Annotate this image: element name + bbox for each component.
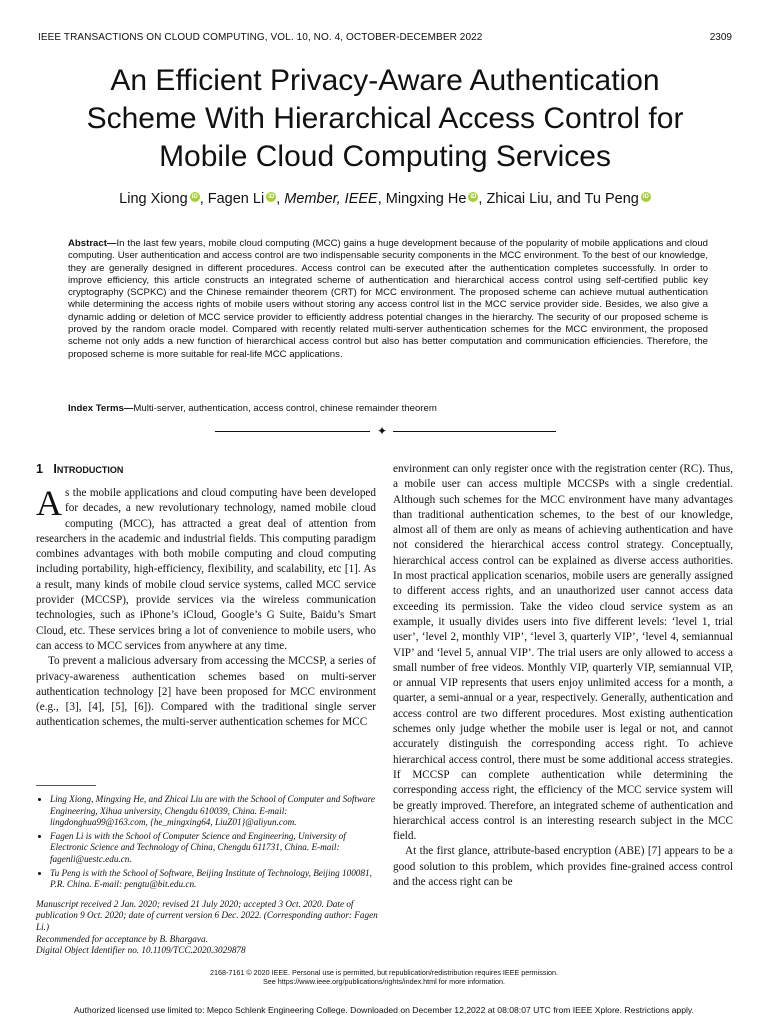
separator-diamond-icon: ✦: [377, 424, 388, 438]
license-notice: Authorized licensed use limited to: Mepco Schlenk Engineering College. Downloaded on December 12,2022 at 08:08:07 UTC from IEEE Xplore. Restrictions apply.: [74, 1005, 694, 1015]
left-column: [36, 483, 376, 731]
copyright-notice: [100, 968, 668, 986]
paragraph: [36, 483, 376, 654]
author-name: Ling Xiong: [119, 191, 188, 207]
abstract-label: Abstract—: [68, 238, 117, 249]
paragraph: To prevent a malicious adversary from accessing the MCCSP, a series of privacy-awareness authentication schemes based on multi-server authentication technology [2] have been proposed for MCC environment (e.g., [3], [4], [5], [6]). Compared with the traditional single server authentication schemes, the multi-server authentication schemes for MCC: [36, 655, 376, 729]
author-name: Fagen Li: [207, 191, 265, 207]
affiliation-list: [36, 794, 380, 891]
orcid-icon[interactable]: iD: [642, 194, 649, 200]
abstract-text: In the last few years, mobile cloud computing (MCC) gains a huge development because of the popularity of mobile applications and cloud computing. User authentication and access control are two indispensable security components in the MCC environment. To the best of our knowledge, they are generally designed in different procedures. Access control can be executed after the authentication completes successfully. In order to improve efficiency, this article constructs an integrated scheme of authentication and hierarchical access control using self-certified public key cryptography (SCPKC) and the Chinese remainder theorem (CRT) for MCC environment. The proposed scheme can achieve mutual authentication while determining the access rights of mobile users without storing any access control list in the MCC service provider side. Besides, we also give a dynamic adding or deletion of MCC service provider to efficiently address potential changes in the hierarchy. The security of our proposed scheme is proved by the random oracle model. Compared with recently related multi-server authentication schemes for the MCC environment, the proposed scheme not only adds a new function of hierarchical access control but also has better computation and communication efficiencies. Therefore, the proposed scheme is more suitable for real-life MCC applications.: [68, 238, 708, 360]
orcid-icon[interactable]: iD: [268, 194, 275, 200]
author-name: Zhicai Liu: [486, 191, 549, 207]
author-name: Tu Peng: [584, 191, 639, 207]
paragraph: environment can only register once with the registration center (RC). Thus, a mobile user can access multiple MCCSPs with a single credential. Although such schemes for the MCC environment have many advantages than traditional authentication schemes, to the best of our knowledge, almost all of them are only as means of achieving authentication and have not considered the hierarchical access control strategy. Conceptually, hierarchical access control can be explained as diverse access authorities. In most practical application scenarios, mobile users are generally assigned to different access rights, and an unauthorized user cannot access data exceeding its permission. Take the video cloud service system as an example, it usually divides users into five different levels: ‘level 1, trial user’, ‘level 2, monthly VIP’, ‘level 3, quarterly VIP’, ‘level 4, semiannual VIP’ and ‘level 5, annual VIP’. The trial users are only allowed to access a small number of free videos. Monthly VIP, quarterly VIP, semiannual VIP, or annual VIP represents that users enjoy unlimited access for a month, a quarter, a semi-annual or a year, respectively. Generally, authentication and access control are two different procedures. Most existing authentication schemes only judge whether the mobile user is legal or not, and cannot accurately distinguish the corresponding access right. To achieve hierarchical access control, there must be some additional access strategies. If MCCSP can complete authentication while determining the corresponding access right, the efficiency of the MCC service system will be greatly improved. Therefore, an integrated scheme of authentication and hierarchical access control is an interesting research subject in the MCC field.: [393, 463, 733, 843]
author-separator: ,: [478, 191, 487, 207]
author-name: Mingxing He: [385, 191, 467, 207]
running-header: IEEE TRANSACTIONS ON CLOUD COMPUTING, VOL. 10, NO. 4, OCTOBER-DECEMBER 2022: [38, 32, 483, 43]
manuscript-dates: Manuscript received 2 Jan. 2020; revised 21 July 2020; accepted 3 Oct. 2020. Date of publication 9 Oct. 2020; date of current version 6 Dec. 2022. (Corresponding author: Fagen Li.): [36, 898, 378, 932]
right-column: [393, 462, 733, 890]
title-line: Mobile Cloud Computing Services: [159, 140, 611, 173]
author-separator: ,: [199, 191, 208, 207]
orcid-icon[interactable]: iD: [191, 194, 198, 200]
author-separator: , and: [548, 191, 585, 207]
footnotes: [36, 794, 380, 957]
title-line: An Efficient Privacy-Aware Authentication: [110, 64, 660, 97]
recommended-note: Recommended for acceptance by B. Bhargava.: [36, 933, 208, 944]
section-number: 1: [36, 462, 43, 476]
paragraph: At the first glance, attribute-based encryption (ABE) [7] appears to be a good solution to this problem, which provides fine-grained access control and the access right can be: [393, 845, 733, 889]
author-list: [40, 191, 730, 207]
page-number: 2309: [709, 32, 732, 43]
separator-line-right: [393, 431, 556, 432]
affiliation-item: • Tu Peng is with the School of Software, Beijing Institute of Technology, Beijing 100081, P.R. China. E-mail: pengtu@bit.edu.cn.: [50, 868, 380, 891]
index-terms: [68, 403, 708, 414]
paper-title: [40, 62, 730, 176]
section-heading: [36, 462, 123, 476]
affiliation-item: • Ling Xiong, Mingxing He, and Zhicai Liu are with the School of Computer and Software Engineering, Xihua university, Chengdu 610039, China. E-mail: lingdonghua99@163.com, {he_mingxing64, LiuZ01}@aliyun.com.: [50, 794, 380, 829]
orcid-icon[interactable]: iD: [470, 194, 477, 200]
copyright-line: See https://www.ieee.org/publications/rights/index.html for more information.: [262, 977, 506, 986]
drop-cap: A: [36, 483, 62, 523]
paragraph-text: s the mobile applications and cloud computing have been developed for decades, a new revolutionary technology, named mobile cloud computing (MCC), has attracted a great deal of attention from researchers in the academic and industrial fields. This computing paradigm combines advantages with both mobile computing and cloud computing including portability, high-efficiency, flexibility, and scalability, etc [1]. As a result, many kinds of mobile cloud service systems, called MCC service provider (MCCSP), provide services via the wireless communication technologies, such as iPhone’s iCloud, Google’s G Suite, Baidu’s Smart Cloud, etc. These services bring a lot of convenience to mobile users, who can access to MCC services from anywhere at any time.: [36, 487, 376, 652]
abstract: [68, 238, 708, 361]
copyright-line: 2168-7161 © 2020 IEEE. Personal use is permitted, but republication/redistribution requires IEEE permission.: [209, 968, 559, 977]
title-line: Scheme With Hierarchical Access Control for: [86, 102, 684, 135]
separator-line-left: [215, 431, 370, 432]
footnote-rule: [36, 785, 96, 786]
doi-note: Digital Object Identifier no. 10.1109/TCC.2020.3029878: [36, 945, 246, 956]
affiliation-item: • Fagen Li is with the School of Computer Science and Engineering, University of Electronic Science and Technology of China, Chengdu 611731, China. E-mail: fagenli@uestc.edu.cn.: [50, 831, 380, 866]
author-role: Member, IEEE: [284, 191, 378, 207]
author-separator: ,: [276, 191, 285, 207]
index-terms-label: Index Terms—: [68, 403, 134, 414]
author-separator: ,: [377, 191, 386, 207]
index-terms-text: Multi-server, authentication, access control, chinese remainder theorem: [133, 403, 437, 414]
section-title: Introduction: [53, 462, 124, 476]
